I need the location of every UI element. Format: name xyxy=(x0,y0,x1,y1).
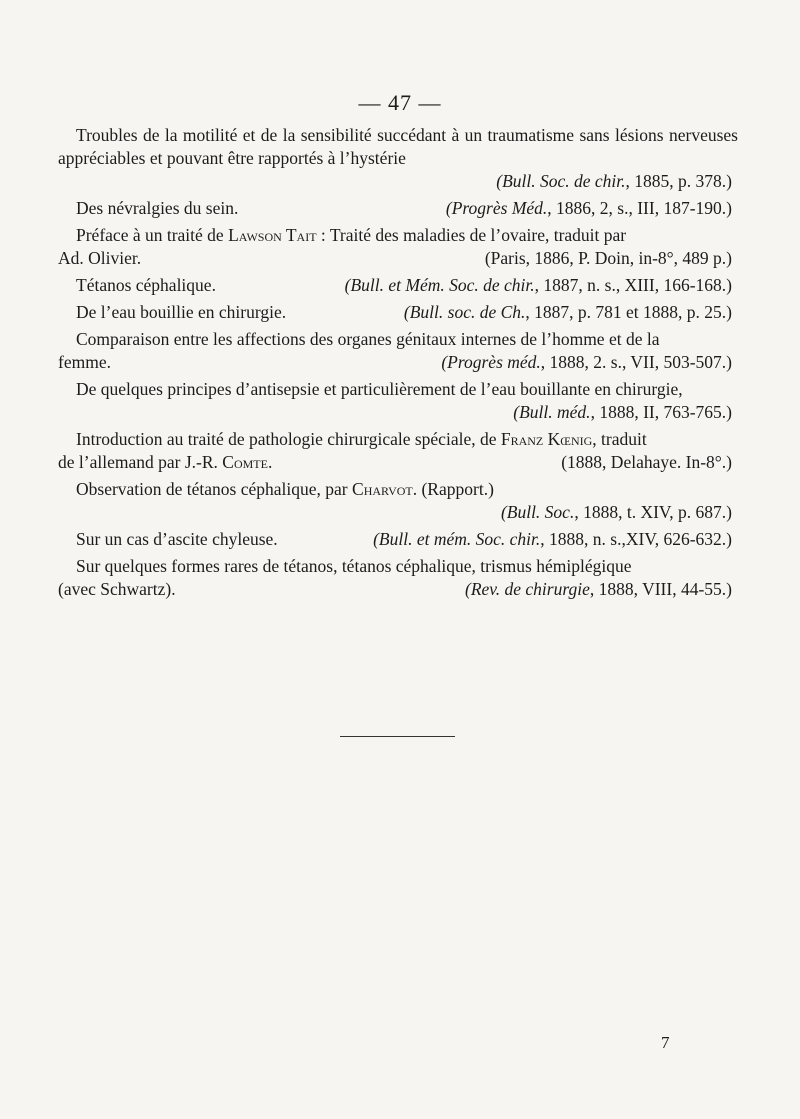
entry-citation: (Progrès Méd., 1886, 2, s., III, 187-190.) xyxy=(445,198,732,218)
entry-title: Sur quelques formes rares de tétanos, tétanos céphalique, trismus hémiplégique xyxy=(76,556,632,576)
page-number: — 47 — xyxy=(358,90,442,115)
entry-citation: (1888, Delahaye. In-8°.) xyxy=(561,452,732,472)
author-name: Charvot xyxy=(352,479,413,499)
bibliography-entry xyxy=(58,124,738,193)
entry-citation: (Paris, 1886, P. Doin, in-8°, 489 p.) xyxy=(484,248,732,268)
bibliography-entry xyxy=(58,428,738,474)
bibliography-entry xyxy=(58,328,738,374)
entry-citation: (Bull. et mém. Soc. chir., 1888, n. s.,XIV, 626-632.) xyxy=(373,529,732,549)
entry-citation: (Bull. Soc. de chir., 1885, p. 378.) xyxy=(496,171,732,191)
entry-citation: (Bull. méd., 1888, II, 763-765.) xyxy=(513,402,732,422)
entry-citation: (Bull. soc. de Ch., 1887, p. 781 et 1888, p. 25.) xyxy=(403,302,732,322)
bibliography-entry xyxy=(58,274,738,297)
folio-number: 7 xyxy=(661,1033,670,1052)
bibliography-entry xyxy=(58,197,738,220)
entry-title-continued: de l’allemand par J.-R. Comte. xyxy=(58,452,273,472)
bibliography-entry xyxy=(58,378,738,424)
entry-title: De quelques principes d’antisepsie et particulièrement de l’eau bouillante en chirurgie, xyxy=(76,379,683,399)
entry-title: Introduction au traité de pathologie chirurgicale spéciale, de Franz Kœnig, traduit xyxy=(76,429,647,449)
entry-title: Des névralgies du sein. xyxy=(76,198,239,218)
author-name: Franz Kœnig xyxy=(500,429,593,449)
bibliography-list xyxy=(58,124,738,605)
bibliography-entry xyxy=(58,528,738,551)
bibliography-entry xyxy=(58,555,738,601)
entry-citation: (Rev. de chirurgie, 1888, VIII, 44-55.) xyxy=(465,579,732,599)
entry-title-continued: Ad. Olivier. xyxy=(58,248,142,268)
entry-title: Comparaison entre les affections des organes génitaux internes de l’homme et de la xyxy=(76,329,660,349)
entry-title: Troubles de la motilité et de la sensibilité succédant à un traumatisme sans lésions nerveuses appréciables et pouvant être rapportés à l’hystérie xyxy=(58,125,738,168)
bibliography-entry xyxy=(58,478,738,524)
entry-title: Tétanos céphalique. xyxy=(76,275,216,295)
entry-title: Observation de tétanos céphalique, par Charvot. (Rapport.) xyxy=(76,479,494,499)
entry-title: Sur un cas d’ascite chyleuse. xyxy=(76,529,278,549)
entry-citation: (Progrès méd., 1888, 2. s., VII, 503-507.) xyxy=(441,352,732,372)
bibliography-entry xyxy=(58,224,738,270)
entry-title: De l’eau bouillie en chirurgie. xyxy=(76,302,287,322)
entry-citation: (Bull. Soc., 1888, t. XIV, p. 687.) xyxy=(500,502,732,522)
entry-citation: (Bull. et Mém. Soc. de chir., 1887, n. s., XIII, 166-168.) xyxy=(344,275,732,295)
entry-title-continued: (avec Schwartz). xyxy=(58,579,176,599)
entry-title: Préface à un traité de Lawson Tait : Traité des maladies de l’ovaire, traduit par xyxy=(76,225,627,245)
bibliography-entry xyxy=(58,301,738,324)
entry-title-continued: femme. xyxy=(58,352,111,372)
author-name: Lawson Tait xyxy=(228,225,317,245)
section-divider xyxy=(340,736,455,737)
translator-name: Comte xyxy=(222,452,268,472)
